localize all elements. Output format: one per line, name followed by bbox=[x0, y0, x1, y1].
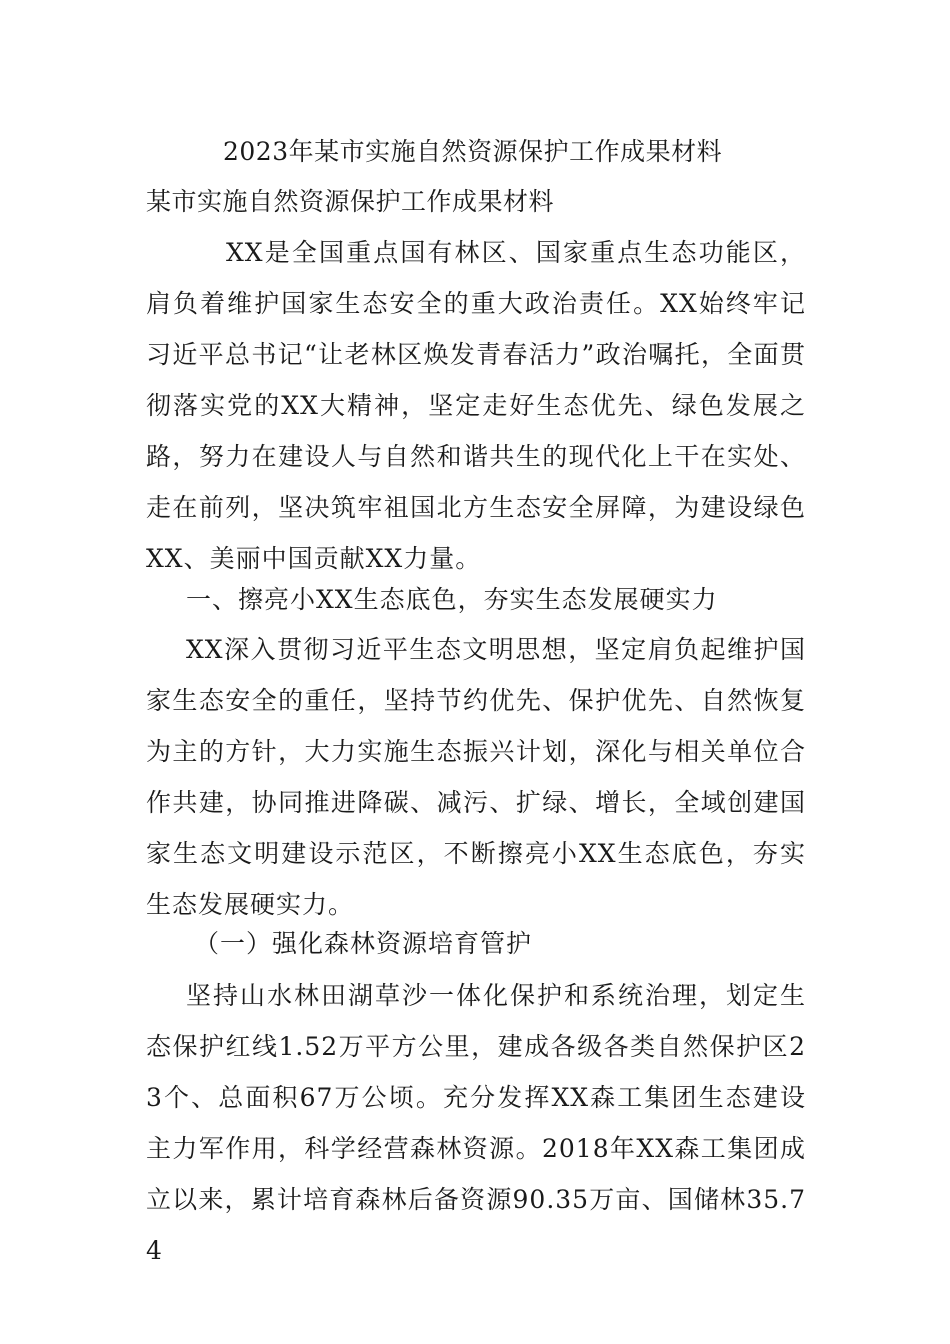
document-title: 2023年某市实施自然资源保护工作成果材料 bbox=[223, 137, 723, 166]
subsection-heading-1: （一）强化森林资源培育管护 bbox=[194, 929, 533, 958]
section-heading-1: 一、擦亮小XX生态底色，夯实生态发展硬实力 bbox=[186, 585, 718, 614]
paragraph-section-1: XX深入贯彻习近平生态文明思想，坚定肩负起维护国家生态安全的重任，坚持节约优先、保护优先、自然恢复为主的方针，大力实施生态振兴计划，深化与相关单位合作共建，协同推进降碳、减污、扩绿、增长，全域创建国家生态文明建设示范区，不断擦亮小XX生态底色，夯实生态发展硬实力。 bbox=[146, 635, 806, 919]
document-subtitle: 某市实施自然资源保护工作成果材料 bbox=[146, 187, 555, 216]
paragraph-intro: XX是全国重点国有林区、国家重点生态功能区，肩负着维护国家生态安全的重大政治责任。XX始终牢记习近平总书记“让老林区焕发青春活力”政治嘱托，全面贯彻落实党的XX大精神，坚定走好生态优先、绿色发展之路，努力在建设人与自然和谐共生的现代化上干在实处、走在前列，坚决筑牢祖国北方生态安全屏障，为建设绿色XX、美丽中国贡献XX力量。 bbox=[146, 238, 806, 573]
paragraph-subsection-1: 坚持山水林田湖草沙一体化保护和系统治理，划定生态保护红线1.52万平方公里，建成各级各类自然保护区23个、总面积67万公顷。充分发挥XX森工集团生态建设主力军作用，科学经营森林资源。2018年XX森工集团成立以来，累计培育森林后备资源90.35万亩、国储林35.74 bbox=[146, 981, 806, 1265]
